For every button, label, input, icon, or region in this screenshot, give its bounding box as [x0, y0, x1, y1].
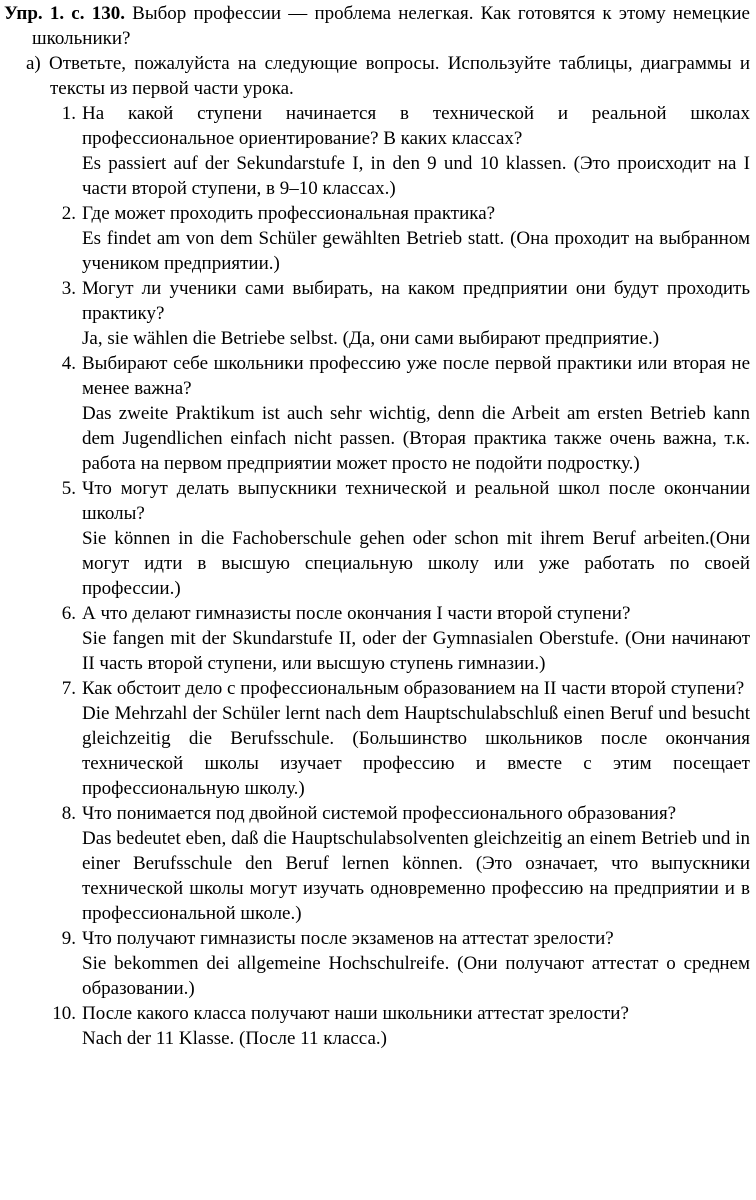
question-number: 10.: [52, 1003, 76, 1024]
question-item: [4, 476, 750, 601]
answer-text: Es passiert auf der Sekundarstufe I, in den 9 und 10 klassen. (Это происходит на I части второй ступени, в 9–10 классах.): [82, 153, 750, 199]
answer-text: Nach der 11 Klasse. (После 11 класса.): [82, 1028, 387, 1049]
question-text: Как обстоит дело с профессиональным образованием на II части второй ступени?: [82, 678, 745, 699]
question-number: 6.: [61, 603, 76, 624]
answer-text: Sie fangen mit der Skundarstufe II, oder der Gymnasialen Oberstufe. (Они начинают II часть второй ступени, или высшую ступень гимназии.): [82, 628, 750, 674]
question-text: После какого класса получают наши школьники аттестат зрелости?: [82, 1003, 629, 1024]
answer-text: Ja, sie wählen die Betriebe selbst. (Да, они сами выбирают предприятие.): [82, 328, 660, 349]
question-item: [4, 351, 750, 476]
exercise-header: [4, 1, 750, 51]
question-item: [4, 101, 750, 201]
task-a-label: а): [26, 53, 41, 74]
question-item: [4, 601, 750, 676]
question-text: Что понимается под двойной системой профессионального образования?: [82, 803, 677, 824]
question-text: А что делают гимназисты после окончания I части второй ступени?: [82, 603, 631, 624]
answer-text: Die Mehrzahl der Schüler lernt nach dem Hauptschulabschluß einen Beruf und besucht gleichzeitig die Berufsschule. (Большинство школьников после окончания технической школы изучает профессию и вместе с этим посещает профессиональную школу.): [82, 703, 750, 799]
question-item: [4, 1001, 750, 1051]
question-item: [4, 276, 750, 351]
answer-text: Das bedeutet eben, daß die Hauptschulabsolventen gleichzeitig an einem Betrieb und in einer Berufsschule den Beruf lernen können. (Это означает, что выпускники технической школы могут изучать одновременно профессию на предприятии и в профессиональной школе.): [82, 828, 750, 924]
question-number: 3.: [61, 278, 76, 299]
answer-text: Sie bekommen dei allgemeine Hochschulreife. (Они получают аттестат о среднем образовании.): [82, 953, 750, 999]
question-item: [4, 676, 750, 801]
question-number: 5.: [61, 478, 76, 499]
answer-text: Sie können in die Fachoberschule gehen oder schon mit ihrem Beruf arbeiten.(Они могут идти в высшую специальную школу или уже работать по своей профессии.): [82, 528, 750, 599]
question-item: [4, 801, 750, 926]
answer-text: Es findet am von dem Schüler gewählten Betrieb statt. (Она проходит на выбранном учеником предприятии.): [82, 228, 750, 274]
question-number: 9.: [61, 928, 76, 949]
question-text: Где может проходить профессиональная практика?: [82, 203, 496, 224]
question-item: [4, 201, 750, 276]
question-text: На какой ступени начинается в технической и реальной школах профессиональное ориентирование? В каких классах?: [82, 103, 750, 149]
answer-text: Das zweite Praktikum ist auch sehr wichtig, denn die Arbeit am ersten Betrieb kann dem Jugendlichen einfach nicht passen. (Вторая практика также очень важна, т.к. работа на первом предприятии может просто не подойти подростку.): [82, 403, 750, 474]
question-text: Выбирают себе школьники профессию уже после первой практики или вторая не менее важна?: [82, 353, 750, 399]
question-item: [4, 926, 750, 1001]
task-a: [4, 51, 750, 101]
exercise-intro-text: Выбор профессии — проблема нелегкая. Как готовятся к этому немецкие школьники?: [32, 3, 750, 49]
question-list: [4, 101, 750, 1051]
task-a-text: Ответьте, пожалуйста на следующие вопросы. Используйте таблицы, диаграммы и тексты из первой части урока.: [48, 53, 750, 99]
question-number: 7.: [61, 678, 76, 699]
question-text: Что могут делать выпускники технической и реальной школ после окончании школы?: [82, 478, 750, 524]
question-text: Что получают гимназисты после экзаменов на аттестат зрелости?: [82, 928, 614, 949]
question-number: 1.: [61, 103, 76, 124]
exercise-label: Упр. 1. с. 130.: [4, 3, 125, 24]
question-number: 4.: [61, 353, 76, 374]
question-text: Могут ли ученики сами выбирать, на каком предприятии они будут проходить практику?: [82, 278, 750, 324]
question-number: 2.: [61, 203, 76, 224]
question-number: 8.: [61, 803, 76, 824]
